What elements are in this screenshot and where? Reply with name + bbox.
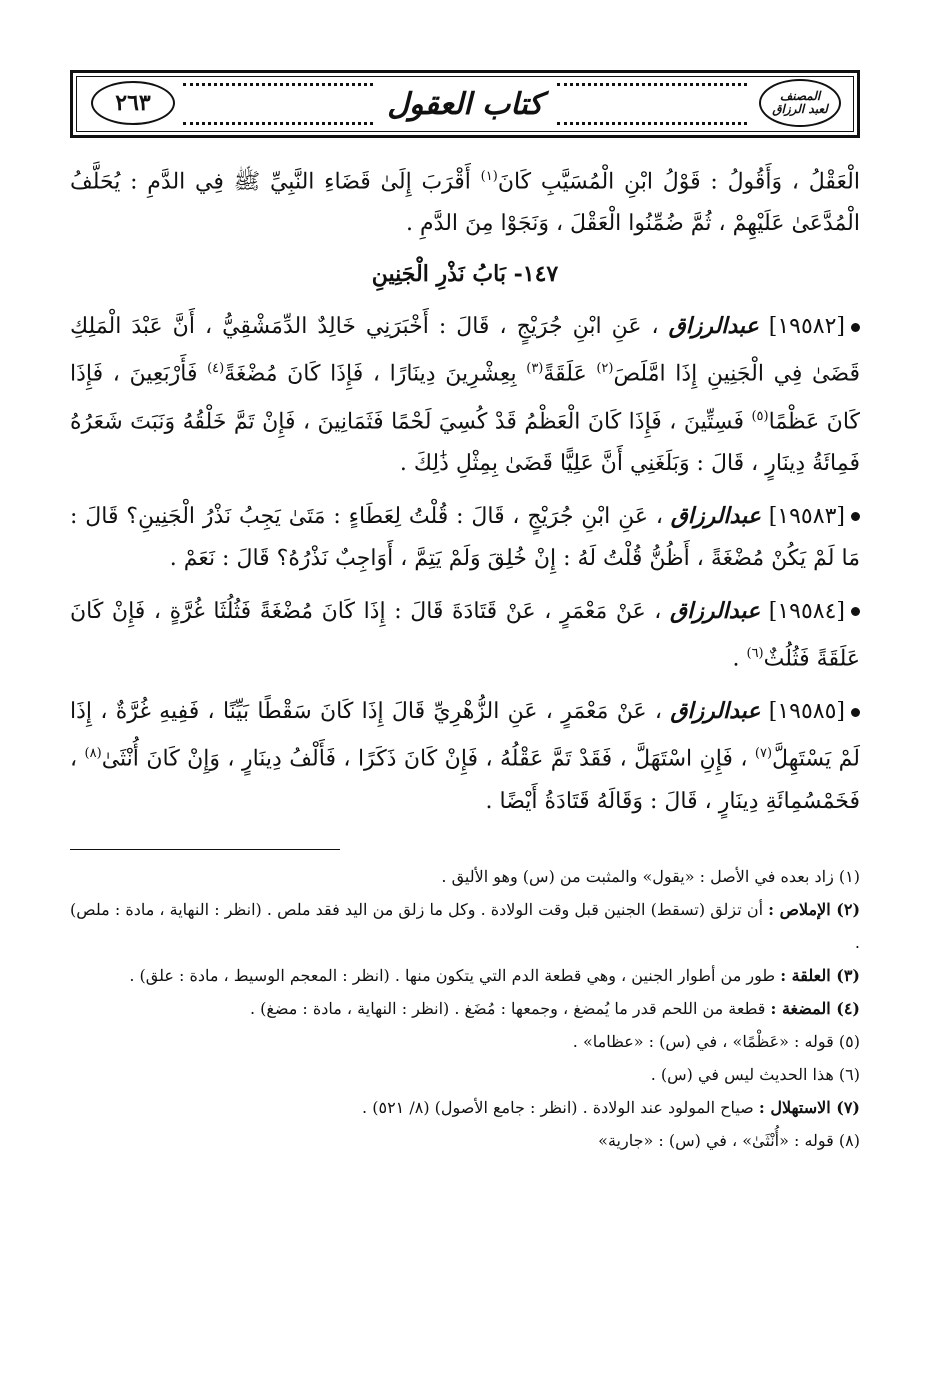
header-ornament-right <box>557 83 747 125</box>
running-header <box>70 70 860 138</box>
hadith-19585: [١٩٥٨٥] عبدالرزاق ، عَنْ مَعْمَرٍ ، عَنِ الزُّهْرِيِّ قَالَ إِذَا كَانَ سَقْطًا بَيِّنًا ، فَفِيهِ غُرَّةٌ ، إِذَا لَمْ يَسْتَهِلَّ$^{(٧)}$ ، فَإِنِ اسْتَهَلَّ ، فَقَدْ تَمَّ عَقْلُهُ ، فَإِنْ كَانَ ذَكَرًا ، فَأَلْفُ دِينَارٍ ، وَإِنْ كَانَ أُنْثَىٰ$^{(٨)}$ ، فَخَمْسُمِائَةِ دِينَارٍ ، قَالَ : وَقَالَهُ قَتَادَةُ أَيْضًا . <box>70 698 860 814</box>
hadith-19584: [١٩٥٨٤] عبدالرزاق ، عَنْ مَعْمَرٍ ، عَنْ قَتَادَةَ قَالَ : إِذَا كَانَ مُضْغَةً فَثُلُثَا غُرَّةٍ ، فَإِنْ كَانَ عَلَقَةً فَثُلُثٌ$^{(٦)}$ . <box>70 597 860 672</box>
footnote-3: (٣) العلقة : طور من أطوار الجنين ، وهي قطعة الدم التي يتكون منها . (انظر : المعجم الوسيط ، مادة : علق) . <box>129 965 860 985</box>
page <box>70 70 860 1157</box>
hadith-19582: [١٩٥٨٢] عبدالرزاق ، عَنِ ابْنِ جُرَيْجٍ ، قَالَ : أَخْبَرَنِي خَالِدٌ الدِّمَشْقِيُّ ، أَنَّ عَبْدَ الْمَلِكِ قَضَىٰ فِي الْجَنِينِ إِذَا امَّلَصَ$^{(٢)}$ عَلَقَةً$^{(٣)}$ بِعِشْرِينَ دِينَارًا ، فَإِذَا كَانَ مُضْغَةً$^{(٤)}$ فَأَرْبَعِينَ ، فَإِذَا كَانَ عَظْمًا$^{(٥)}$ فَسِتِّينَ ، فَإِذَا كَانَ الْعَظْمُ قَدْ كُسِيَ لَحْمًا فَثَمَانِينَ ، فَإِنْ تَمَّ خَلْقُهُ وَنَبَتَ شَعَرُهُ فَمِائَةُ دِينَارٍ ، قَالَ : وَبَلَغَنِي أَنَّ عَلِيًّا قَضَىٰ بِمِثْلِ ذَٰلِكَ . <box>70 313 861 476</box>
footnote-4: (٤) المضغة : قطعة من اللحم قدر ما يُمضغ ، وجمعها : مُضَغ . (انظر : النهاية ، مادة : مضغ) . <box>249 998 860 1018</box>
chapter-heading: ١٤٧- بَابُ نَذْرِ الْجَنِينِ <box>371 261 559 288</box>
footnotes <box>70 860 860 1157</box>
footnote-5: (٥) قوله : «عَظْمًا» ، في (س) : «عظاما» . <box>572 1031 860 1051</box>
main-text <box>70 156 860 823</box>
intro-paragraph: الْعَقْلُ ، وَأَقُولُ : قَوْلُ ابْنِ الْمُسَيَّبِ كَانَ$^{(١)}$ أَقْرَبَ إِلَىٰ قَضَاءِ النَّبِيِّ ﷺ فِي الدَّمِ : يُحَلَّفُ الْمُدَّعَىٰ عَلَيْهِمْ ، ثُمَّ ضُمِّنُوا الْعَقْلَ ، وَنَجَوْا مِنَ الدَّمِ . <box>70 169 860 237</box>
footnote-2: (٢) الإملاص : أن تزلق (تسقط) الجنين قبل وقت الولادة . وكل ما زلق من اليد فقد ملص . (انظر : النهاية ، مادة : ملص) . <box>70 899 861 952</box>
bullet-icon <box>851 607 860 616</box>
footnote-divider <box>70 849 340 850</box>
page-number: ٢٦٣ <box>91 81 175 125</box>
bullet-icon <box>851 323 860 332</box>
footnote-1: (١) زاد بعده في الأصل : «يقول» والمثبت من (س) وهو الأليق . <box>441 866 860 886</box>
book-title: كتاب العقول <box>387 86 543 122</box>
footnote-6: (٦) هذا الحديث ليس في (س) . <box>650 1064 860 1084</box>
header-ornament-left <box>183 83 373 125</box>
footnote-7: (٧) الاستهلال : صياح المولود عند الولادة . (انظر : جامع الأصول) (٨/ ٥٢١) . <box>362 1097 860 1117</box>
hadith-19583: [١٩٥٨٣] عبدالرزاق ، عَنِ ابْنِ جُرَيْجٍ ، قَالَ : قُلْتُ لِعَطَاءٍ : مَتَىٰ يَجِبُ نَذْرُ الْجَنِينِ؟ قَالَ : مَا لَمْ يَكُنْ مُضْغَةً ، أَظُنُّ قُلْتُ لَهُ : إِنْ خُلِقَ وَلَمْ يَتِمَّ ، أَوَاجِبٌ نَذْرُهُ؟ قَالَ : نَعَمْ . <box>70 502 860 571</box>
footnote-ref-1: (١) <box>480 169 498 184</box>
footnote-8: (٨) قوله : «أُنْثَىٰ» ، في (س) : «جارية» <box>598 1130 860 1150</box>
publisher-logo: المصنف لعبد الرزاق <box>759 79 841 127</box>
bullet-icon <box>851 708 860 717</box>
bullet-icon <box>851 512 860 521</box>
